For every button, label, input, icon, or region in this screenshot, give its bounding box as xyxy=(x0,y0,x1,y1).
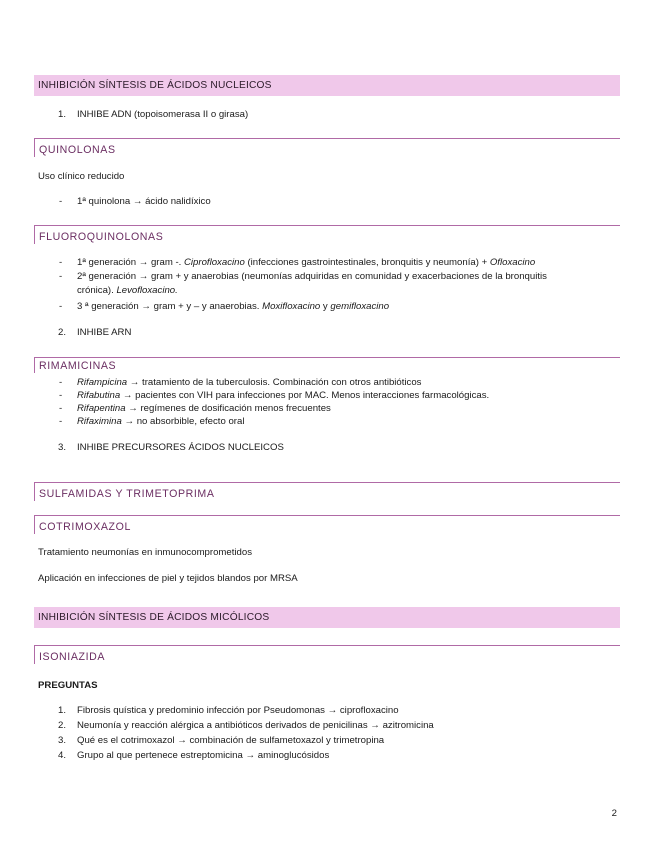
preguntas-title: PREGUNTAS xyxy=(38,680,98,691)
bullet-dash: - xyxy=(59,403,63,414)
drug-name: Rifampicina xyxy=(77,377,128,388)
bullet-text: crónica). xyxy=(77,285,117,296)
bullet-item-rifampicina xyxy=(77,377,421,388)
section-header-rimamicinas: RIMAMICINAS xyxy=(34,357,620,373)
bullet-item-rifaximina xyxy=(77,416,244,427)
bullet-item-segunda-generacion: 2ª generación → gram + y anaerobias (neumonías adquiridas en comunidad y exacerbaciones de la bronquitis xyxy=(77,271,547,282)
bullet-text: → regímenes de dosificación menos frecuentes xyxy=(125,403,331,414)
question-item: Grupo al que pertenece estreptomicina → aminoglucósidos xyxy=(77,750,330,761)
drug-name: gemifloxacino xyxy=(330,301,390,312)
bullet-dash: - xyxy=(59,257,63,268)
question-item: Qué es el cotrimoxazol → combinación de sulfametoxazol y trimetropina xyxy=(77,735,385,746)
bullet-text: 3 ª generación → gram + y – y anaerobias. xyxy=(77,301,263,312)
drug-name: Rifabutina xyxy=(77,390,121,401)
question-item: Neumonía y reacción alérgica a antibióticos derivados de penicilinas → azitromicina xyxy=(77,720,434,731)
list-item-inhibe-adn: INHIBE ADN (topoisomerasa II o girasa) xyxy=(77,109,249,120)
bullet-item-continuation xyxy=(77,285,178,296)
bullet-item-rifapentina xyxy=(77,403,331,414)
section-header-fluoroquinolonas: FLUOROQUINOLONAS xyxy=(34,225,620,244)
paragraph-tratamiento: Tratamiento neumonías en inmunocomprometidos xyxy=(38,547,253,558)
bullet-dash: - xyxy=(59,377,63,388)
drug-name: Rifapentina xyxy=(77,403,126,414)
bullet-dash: - xyxy=(59,301,63,312)
bullet-item-rifabutina xyxy=(77,390,489,401)
page-number: 2 xyxy=(611,808,617,819)
bullet-text: → pacientes con VIH para infecciones por MAC. Menos interacciones farmacológicas. xyxy=(120,390,490,401)
section-band-acidos-nucleicos: INHIBICIÓN SÍNTESIS DE ÁCIDOS NUCLEICOS xyxy=(34,75,620,96)
drug-name: Levofloxacino. xyxy=(116,285,178,296)
section-band-acidos-micolicos: INHIBICIÓN SÍNTESIS DE ÁCIDOS MICÓLICOS xyxy=(34,607,620,628)
list-number: 4. xyxy=(58,750,67,761)
bullet-item-tercera-generacion xyxy=(77,301,389,312)
bullet-dash: - xyxy=(59,196,63,207)
list-number: 2. xyxy=(58,327,67,338)
bullet-dash: - xyxy=(59,390,63,401)
bullet-item-primera-generacion xyxy=(77,257,535,268)
section-header-sulfamidas: SULFAMIDAS Y TRIMETOPRIMA xyxy=(34,482,620,501)
bullet-text: y xyxy=(320,301,331,312)
list-number: 1. xyxy=(58,705,67,716)
list-item-inhibe-arn: INHIBE ARN xyxy=(77,327,132,338)
drug-name: Moxifloxacino xyxy=(262,301,321,312)
bullet-item: 1ª quinolona → ácido nalidíxico xyxy=(77,196,211,207)
section-header-cotrimoxazol: COTRIMOXAZOL xyxy=(34,515,620,534)
bullet-dash: - xyxy=(59,271,63,282)
bullet-text: → no absorbible, efecto oral xyxy=(121,416,245,427)
list-number: 3. xyxy=(58,442,67,453)
bullet-dash: - xyxy=(59,416,63,427)
drug-name: Ciprofloxacino xyxy=(184,257,245,268)
paragraph-aplicacion: Aplicación en infecciones de piel y tejidos blandos por MRSA xyxy=(38,573,298,584)
drug-name: Ofloxacino xyxy=(489,257,536,268)
list-item-inhibe-precursores: INHIBE PRECURSORES ÁCIDOS NUCLEICOS xyxy=(77,442,284,453)
paragraph-uso-clinico: Uso clínico reducido xyxy=(38,171,125,182)
section-header-isoniazida: ISONIAZIDA xyxy=(34,645,620,664)
bullet-text: 1ª generación → gram -. xyxy=(77,257,184,268)
drug-name: Rifaximina xyxy=(77,416,122,427)
list-number: 2. xyxy=(58,720,67,731)
bullet-text: (infecciones gastrointestinales, bronquitis y neumonía) + xyxy=(244,257,490,268)
list-number: 1. xyxy=(58,109,67,120)
section-header-quinolonas: QUINOLONAS xyxy=(34,138,620,157)
question-item: Fibrosis quística y predominio infección por Pseudomonas → ciprofloxacino xyxy=(77,705,399,716)
list-number: 3. xyxy=(58,735,67,746)
bullet-text: → tratamiento de la tuberculosis. Combinación con otros antibióticos xyxy=(127,377,422,388)
